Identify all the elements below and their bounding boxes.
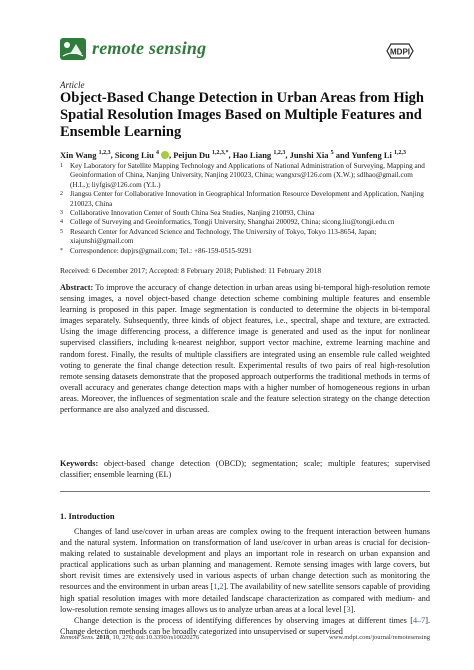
affiliations <box>60 162 430 256</box>
citation-link[interactable]: 4–7 <box>412 615 426 625</box>
citation-link[interactable]: 3 <box>346 604 351 614</box>
author[interactable]: Xin Wang $^{1,2,3}$ <box>60 149 111 160</box>
citation-link[interactable]: 2 <box>219 582 224 592</box>
author[interactable]: Yunfeng Li $^{1,2,3}$ <box>351 149 406 160</box>
footer-journal-url[interactable]: www.mdpi.com/journal/remotesensing <box>328 634 430 641</box>
orcid-icon[interactable] <box>161 151 169 159</box>
keywords-label: Keywords: <box>60 459 99 468</box>
journal-name: remote sensing <box>92 38 207 58</box>
affiliation-item: 3 Collaborative Innovation Center of South China Sea Studies, Nanjing 210093, China <box>60 209 315 218</box>
author-list: Xin Wang $^{1,2,3}$, Sicong Liu $^4$ , Peijun Du $^{1,2,3,*}$, Hao Liang $^{1,2,3}$, Junshi Xia $^5$ and Yunfeng Li $^{1,2,3}$ <box>60 149 406 160</box>
author[interactable]: Peijun Du $^{1,2,3,*}$ <box>173 149 229 160</box>
paper-title: Object-Based Change Detection in Urban Areas from High Spatial Resolution Images Based on Multiple Features and Ensemble Learning <box>60 90 424 140</box>
abstract <box>60 282 430 415</box>
abstract-text: To improve the accuracy of change detection in urban areas using bi-temporal high-resolution remote sensing images, a novel object-based change detection scheme combining multiple features and ensemble learning is proposed in this paper. Image segmentation is conducted to determine the objects in bi-temporal images separately. Subsequently, three kinds of object features, i.e., spectral, shape and texture, are extracted. Using the image differencing process, a difference image is generated and used as the input for nonlinear supervised classifiers, including k-nearest neighbor, support vector machine, extreme learning machine and random forest. Finally, the results of multiple classifiers are integrated using an ensemble rule called weighted voting to generate the final change detection result. Experimental results of two pairs of real high-resolution remote sensing datasets demonstrate that the proposed approach outperforms the traditional methods in terms of overall accuracy and generates change detection maps with a higher number of homogeneous regions in urban areas. Moreover, the influences of segmentation scale and the feature selection strategy on the change detection performance are also analyzed and discussed. <box>60 283 430 415</box>
introduction-body <box>60 526 430 637</box>
affiliation-item: 1 Key Laboratory for Satellite Mapping Technology and Applications of National Administration of Surveying, Mapping and Geoinformation of China, Nanjing University, Nanjing 210023, China; wangxrs@126.com (X.W.); sdlhao@gmail.com (H.L.); liyfgis@126.com (Y.L.) <box>60 162 425 189</box>
author[interactable]: Sicong Liu $^4$ <box>115 150 169 160</box>
abstract-label: Abstract: <box>60 283 94 292</box>
affiliation-item: 4 College of Surveying and Geoinformatics, Tongji University, Shanghai 200092, China; sicong.liu@tongji.edu.cn <box>60 218 395 227</box>
keywords-text: object-based change detection (OBCD); segmentation; scale; multiple features; supervised classifier; ensemble learning (EL) <box>60 459 430 480</box>
correspondence: * Correspondence: dupjrs@gmail.com; Tel.: +86-159-0515-9291 <box>60 246 252 255</box>
author[interactable]: Junshi Xia $^5$ <box>289 149 334 160</box>
citation-link[interactable]: 1 <box>213 582 218 592</box>
footer-citation: Remote Sens. 2018, 10, 276; doi:10.3390/rs10020276 <box>60 634 200 641</box>
journal-logo-icon <box>60 38 86 60</box>
publisher-name: MDPI <box>390 47 410 57</box>
author[interactable]: Hao Liang $^{1,2,3}$ <box>232 149 286 160</box>
keywords <box>60 458 430 480</box>
article-type: Article <box>60 80 85 90</box>
publication-dates: Received: 6 December 2017; Accepted: 8 February 2018; Published: 11 February 2018 <box>60 266 322 275</box>
section-divider <box>60 491 430 492</box>
affiliation-item: 5 Research Center for Advanced Science and Technology, The University of Tokyo, Tokyo 113-8654, Japan; xiajunshi@gmail.com <box>60 227 377 246</box>
paragraph: Changes of land use/cover in urban areas are complex owing to the frequent interaction between humans and the natural system. Information on transformation of land use/cover in urban areas is crucial for decision-making related to sustainable development and plays an important role in research on urban expansion and practical applications such as urban planning and management. Remote sensing images with large covers, but short revisit times are extensively used in various aspects of urban change detection such as monitoring the resources and the environment in urban areas [1,2]. The availability of new satellite sensors capable of providing high spatial resolution images with more detailed landscape characterization as compared with medium- and low-resolution remote sensing images allows us to analyze urban areas at a local level [3]. <box>60 527 431 614</box>
publisher-logo-icon <box>383 42 417 60</box>
paragraph: Change detection is the process of identifying differences by observing images at different times [4–7]. Change detection methods can be broadly categorized into unsupervised or supervised <box>60 615 430 636</box>
affiliation-item: 2 Jiangsu Center for Collaborative Innovation in Geographical Information Resource Development and Application, Nanjing 210023, China <box>60 190 424 208</box>
section-heading: 1. Introduction <box>60 511 115 521</box>
